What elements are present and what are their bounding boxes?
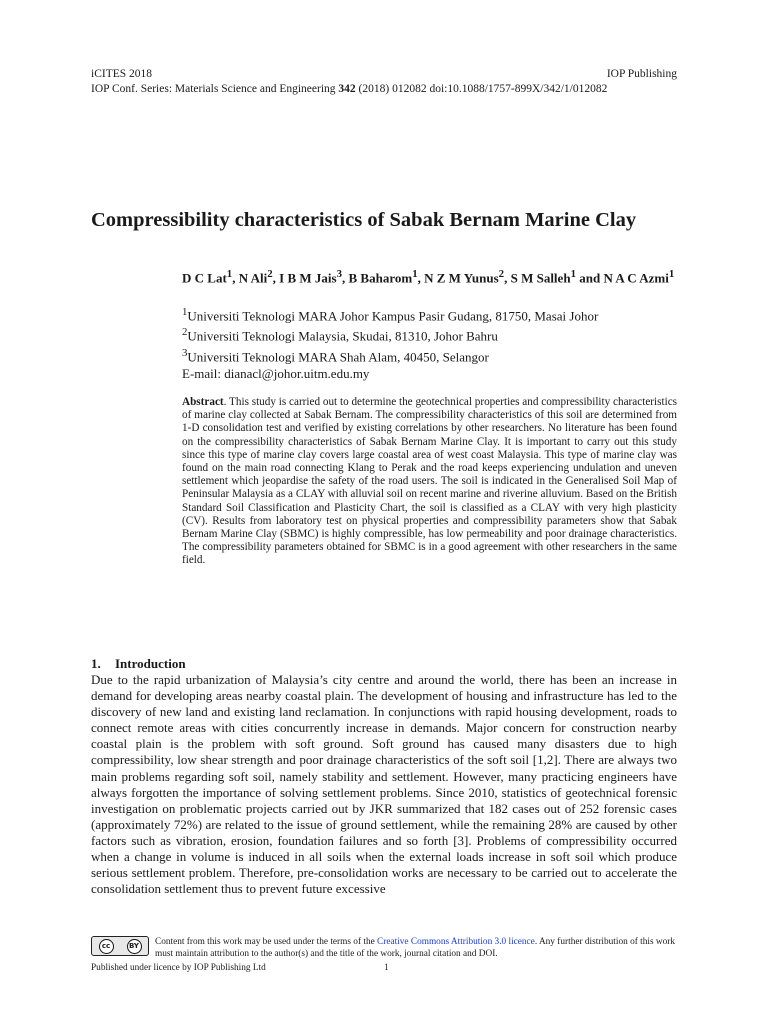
author-name: , I B M Jais [272, 270, 337, 286]
abstract-label: Abstract [182, 396, 224, 408]
affiliation-item [182, 324, 677, 344]
affil-mark: 3 [182, 346, 188, 359]
publisher-name: IOP Publishing [606, 68, 677, 80]
affil-text: Universiti Teknologi MARA Shah Alam, 40450, Selangor [187, 348, 489, 364]
author-affil-mark: 1 [570, 268, 576, 280]
creative-commons-icon: cc [99, 939, 114, 954]
license-notice [91, 936, 677, 960]
affil-text: Universiti Teknologi Malaysia, Skudai, 81310, Johor Bahru [187, 328, 498, 344]
cc-licence-link[interactable]: Creative Commons Attribution 3.0 licence [377, 937, 535, 947]
author-name: and N A C Azmi [575, 270, 669, 286]
author-affil-mark: 1 [668, 268, 675, 280]
author-affil-mark: 2 [267, 268, 273, 280]
author-name: , N Ali [232, 270, 268, 286]
license-text-end: . Any further distribution of this work must maintain attribution to the author(s) and the title of the work, journal citation and DOI. [155, 937, 676, 959]
running-header [91, 67, 677, 82]
cc-by-license-icon [91, 936, 149, 956]
section-heading [91, 656, 186, 672]
affil-mark: 1 [182, 306, 188, 318]
volume-number: 342 [338, 83, 356, 95]
license-text [155, 936, 677, 960]
contact-email: E-mail: dianacl@johor.uitm.edu.my [182, 366, 370, 381]
author-name: D C Lat [182, 270, 227, 286]
author-list [182, 266, 677, 286]
introduction-body: Due to the rapid urbanization of Malaysia’s city centre and around the world, there has been an increase in demand for developing areas nearby coastal plain. The development of housing and infrastructure has led to the discovery of new land and existing land reclamation. In conjunctions with rapid housing development, roads to connect remote areas with cities concurrently increase in demands. Major concern for construction nearby coastal plain is the problem with soft ground. Soft ground has caused many disasters due to high compressibility, low shear strength and poor drainage characteristics of the soft soil [1,2]. There are always two main problems regarding soft soil, namely stability and settlement. However, many practicing engineers have always forgotten the importance of solving settlement problems. Since 2010, statistics of geotechnical forensic investigation on problematic projects carried out by JKR summarized that 182 cases out of 252 forensic cases (approximately 72%) are related to the issue of ground settlement, while the remaining 28% are caused by other factors such as vibration, erosion, foundation failures and so forth [3]. Problems of compressibility occurred when a change in volume is induced in all soils when the external loads increase in soft soil which produce serious settlement problem. Therefore, pre-consolidation works are necessary to be carried out to accelerate the consolidation settlement thus to prevent future excessive [91, 672, 677, 897]
affil-mark: 2 [182, 326, 188, 339]
abstract [182, 396, 677, 568]
author-affil-mark: 3 [336, 268, 343, 280]
affiliation-item [182, 345, 677, 365]
series-doi: (2018) 012082 doi:10.1088/1757-899X/342/1/012082 [355, 83, 608, 95]
license-text-start: Content from this work may be used under the terms of the [155, 937, 378, 947]
author-name: , S M Salleh [504, 270, 571, 286]
published-by: Published under licence by IOP Publishing Ltd [91, 963, 266, 973]
series-line [91, 82, 677, 99]
series-prefix: IOP Conf. Series: Materials Science and Engineering [91, 83, 339, 95]
affiliation-list [182, 304, 677, 365]
abstract-text: . This study is carried out to determine the geotechnical properties and compressibility characteristics of marine clay collected at Sabak Bernam. The compressibility characteristics of this soil are determined from 1-D consolidation test and verified by existing correlations by other researchers. No literature has been found on the compressibility characteristics of Sabak Bernam Marine Clay. It is important to carry out this study since this type of marine clay covers large coastal area of west coast Malaysia. This type of marine clay was found on the main road connecting Klang to Perak and the road keeps experiencing undulation and uneven settlement which jeopardise the safety of the road users. The soil is indicated in the Generalised Soil Map of Peninsular Malaysia as a CLAY with alluvial soil on recent marine and riverine alluvium. Based on the British Standard Soil Classification and Plasticity Chart, the soil is classified as a CLAY with very high plasticity (CV). Results from laboratory test on physical properties and compressibility parameters show that Sabak Bernam Marine Clay (SBMC) is highly compressible, has low permeability and poor drainage characteristics. The compressibility parameters obtained for SBMC is in a good agreement with other researchers in the same field. [182, 396, 678, 567]
author-affil-mark: 1 [226, 268, 233, 280]
affil-text: Universiti Teknologi MARA Johor Kampus Pasir Gudang, 81750, Masai Johor [187, 308, 599, 324]
author-name: , B Baharom [342, 270, 413, 286]
section-number: 1. [91, 656, 101, 671]
section-title: Introduction [115, 656, 186, 671]
author-affil-mark: 1 [412, 268, 418, 280]
page-footer [91, 962, 677, 974]
page-number: 1 [384, 963, 389, 973]
paper-title: Compressibility characteristics of Sabak Bernam Marine Clay [91, 209, 637, 231]
conference-name: iCITES 2018 [91, 68, 153, 80]
attribution-icon: BY [127, 939, 142, 954]
author-name: , N Z M Yunus [417, 270, 499, 286]
affiliation-item [182, 304, 677, 324]
author-affil-mark: 2 [498, 268, 505, 280]
